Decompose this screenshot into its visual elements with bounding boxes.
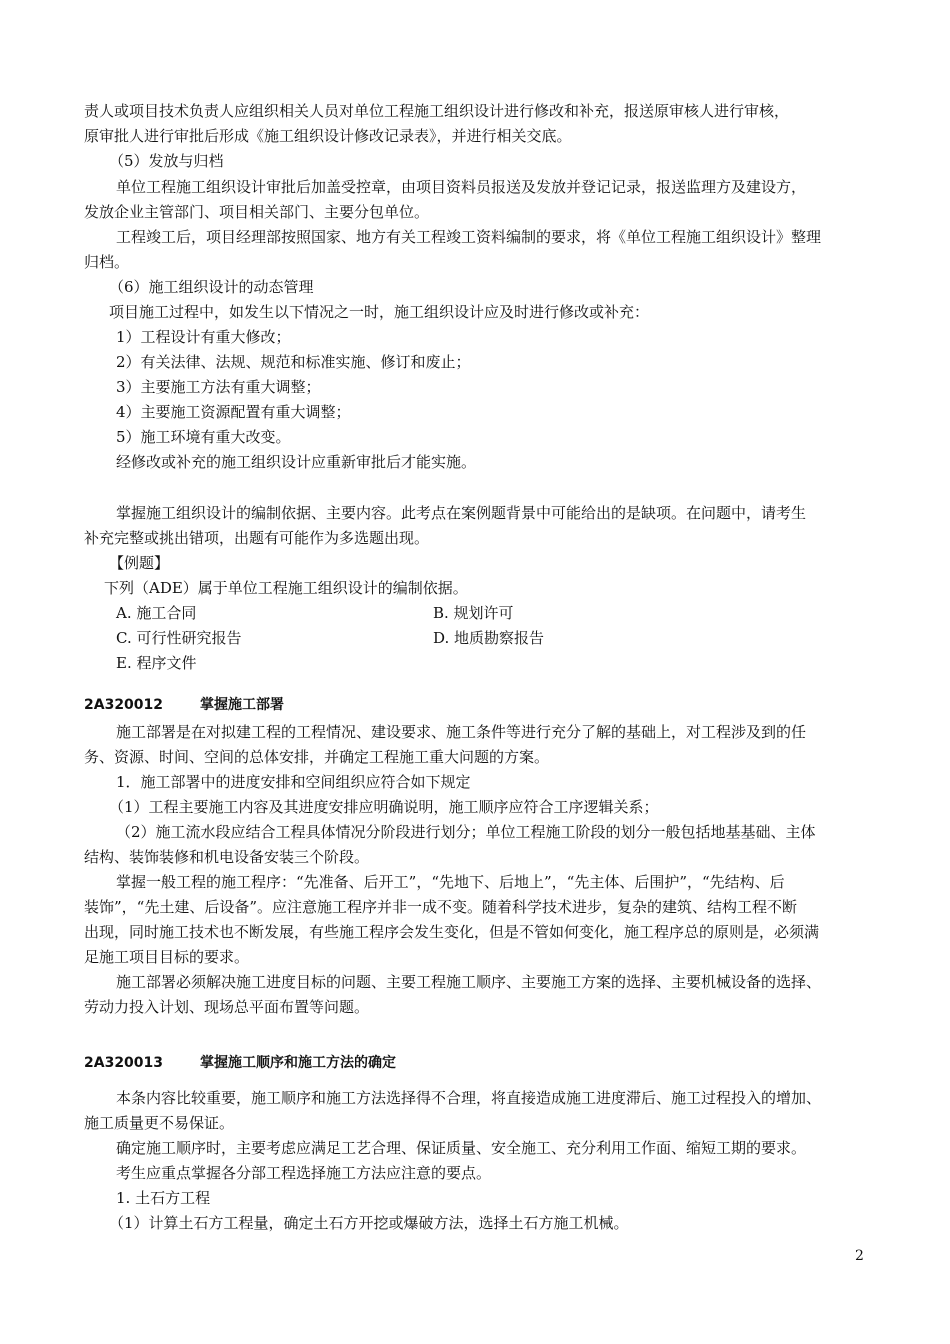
- page-number: 2: [855, 1248, 864, 1264]
- paragraph-line: 单位工程施工组织设计审批后加盖受控章，由项目资料员报送及发放并登记记录，报送监理方及建设方，: [116, 178, 807, 196]
- paragraph-line: 工程竣工后，项目经理部按照国家、地方有关工程竣工资料编制的要求，将《单位工程施工组织设计》整理: [116, 228, 822, 246]
- paragraph-line: 掌握一般工程的施工程序：“先准备、后开工”，“先地下、后地上”，“先主体、后围护”，“先结构、后: [116, 873, 785, 891]
- subheading: （5）发放与归档: [109, 152, 224, 170]
- section-title: 掌握施工部署: [200, 697, 284, 713]
- list-item: 1）工程设计有重大修改；: [116, 328, 291, 346]
- option-e: E. 程序文件: [116, 654, 197, 672]
- paragraph-line: 原审批人进行审批后形成《施工组织设计修改记录表》，并进行相关交底。: [84, 127, 572, 145]
- paragraph-line: （1）工程主要施工内容及其进度安排应明确说明，施工顺序应符合工序逻辑关系；: [109, 798, 659, 816]
- paragraph-line: 确定施工顺序时，主要考虑应满足工艺合理、保证质量、安全施工、充分利用工作面、缩短工期的要求。: [116, 1139, 807, 1157]
- paragraph-line: 劳动力投入计划、现场总平面布置等问题。: [84, 998, 370, 1016]
- list-item: 5）施工环境有重大改变。: [116, 428, 291, 446]
- paragraph-line: 项目施工过程中，如发生以下情况之一时，施工组织设计应及时进行修改或补充：: [109, 303, 650, 321]
- paragraph-line: 装饰”，“先土建、后设备”。应注意施工程序并非一成不变。随着科学技术进步，复杂的建筑、结构工程不断: [84, 898, 798, 916]
- paragraph-line: 施工部署必须解决施工进度目标的问题、主要工程施工顺序、主要施工方案的选择、主要机械设备的选择、: [116, 973, 822, 991]
- paragraph-line: 本条内容比较重要，施工顺序和施工方法选择得不合理，将直接造成施工进度滞后、施工过程投入的增加、: [116, 1089, 822, 1107]
- section-title: 掌握施工顺序和施工方法的确定: [200, 1055, 396, 1071]
- paragraph-line: （1）计算土石方工程量，确定土石方开挖或爆破方法，选择土石方施工机械。: [109, 1214, 629, 1232]
- paragraph-line: 出现，同时施工技术也不断发展，有些施工程序会发生变化，但是不管如何变化，施工程序总的原则是，必须满: [84, 923, 820, 941]
- subheading: （6）施工组织设计的动态管理: [109, 278, 314, 296]
- paragraph-line: 归档。: [84, 253, 130, 271]
- paragraph-line: 补充完整或挑出错项，出题有可能作为多选题出现。: [84, 529, 430, 547]
- question-stem: 下列（ADE）属于单位工程施工组织设计的编制依据。: [104, 579, 468, 597]
- paragraph-line: 责人或项目技术负责人应组织相关人员对单位工程施工组织设计进行修改和补充，报送原审核人进行审核，: [84, 102, 790, 120]
- section-code: 2A320013: [84, 1055, 164, 1071]
- option-c: C. 可行性研究报告: [116, 629, 242, 647]
- paragraph-line: 经修改或补充的施工组织设计应重新审批后才能实施。: [116, 453, 477, 471]
- section-heading: [84, 1053, 884, 1073]
- subheading: 1．施工部署中的进度安排和空间组织应符合如下规定: [116, 773, 471, 791]
- list-item: 2）有关法律、法规、规范和标准实施、修订和废止；: [116, 353, 471, 371]
- option-a: A. 施工合同: [116, 604, 197, 622]
- subheading: 1. 土石方工程: [116, 1189, 211, 1207]
- list-item: 4）主要施工资源配置有重大调整；: [116, 403, 351, 421]
- section-code: 2A320012: [84, 697, 164, 713]
- option-b: B. 规划许可: [433, 604, 514, 622]
- paragraph-line: 掌握施工组织设计的编制依据、主要内容。此考点在案例题背景中可能给出的是缺项。在问题中，请考生: [116, 504, 807, 522]
- paragraph-line: 施工部署是在对拟建工程的工程情况、建设要求、施工条件等进行充分了解的基础上，对工程涉及到的任: [116, 723, 807, 741]
- example-label: 【例题】: [109, 554, 170, 572]
- option-d: D. 地质勘察报告: [433, 629, 545, 647]
- paragraph-line: 发放企业主管部门、项目相关部门、主要分包单位。: [84, 203, 430, 221]
- paragraph-line: （2）施工流水段应结合工程具体情况分阶段进行划分；单位工程施工阶段的划分一般包括地基基础、主体: [116, 823, 816, 841]
- paragraph-line: 考生应重点掌握各分部工程选择施工方法应注意的要点。: [116, 1164, 492, 1182]
- paragraph-line: 结构、装饰装修和机电设备安装三个阶段。: [84, 848, 370, 866]
- paragraph-line: 务、资源、时间、空间的总体安排，并确定工程施工重大问题的方案。: [84, 748, 550, 766]
- paragraph-line: 足施工项目目标的要求。: [84, 948, 250, 966]
- section-heading: [84, 695, 884, 715]
- paragraph-line: 施工质量更不易保证。: [84, 1114, 235, 1132]
- list-item: 3）主要施工方法有重大调整；: [116, 378, 321, 396]
